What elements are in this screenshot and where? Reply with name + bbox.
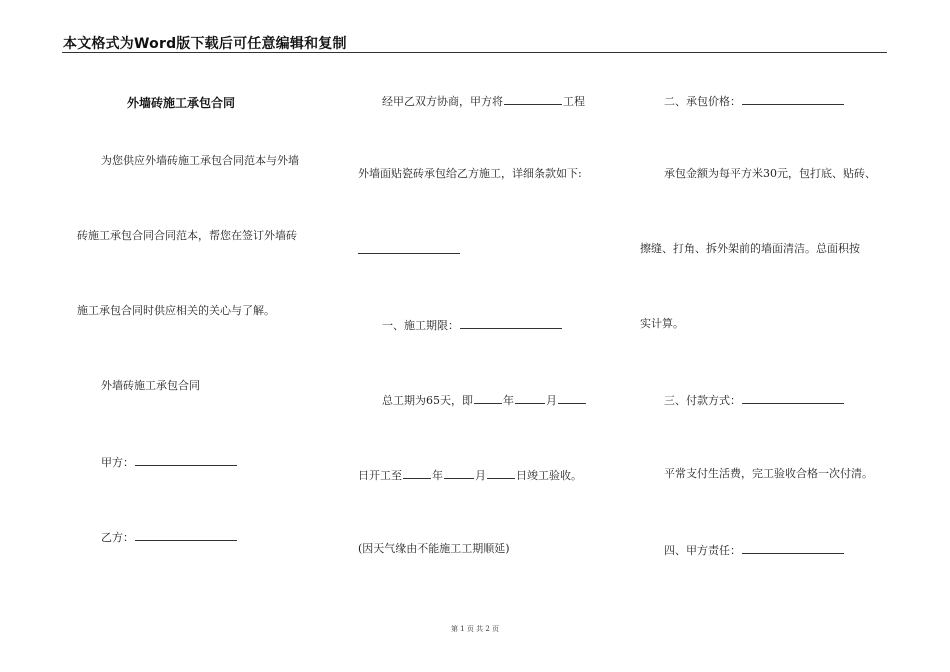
- party-a-field: [101, 454, 238, 470]
- end-day-label: 日竣工验收。: [516, 469, 582, 482]
- section-3-label: 三、付款方式：: [664, 394, 741, 407]
- section-2-label: 二、承包价格：: [664, 95, 741, 108]
- clause-intro-line-2: 外墙面贴瓷砖承包给乙方施工，详细条款如下:: [358, 167, 582, 180]
- project-suffix: 工程: [563, 95, 585, 108]
- clause-intro-blank: [358, 253, 460, 254]
- duration-day-blank: [558, 392, 586, 404]
- duration-year-blank: [474, 392, 502, 404]
- price-line-1: 承包金额为每平方米30元，包打底、贴砖、: [664, 167, 876, 180]
- start-day-label: 日开工至: [358, 469, 402, 482]
- clause-intro-line-1: [382, 93, 585, 109]
- section-4-label: 四、甲方责任：: [664, 544, 741, 557]
- section-1-blank: [460, 317, 562, 329]
- header-divider: [62, 52, 887, 53]
- intro-line-1: 为您供应外墙砖施工承包合同范本与外墙: [101, 154, 299, 167]
- party-b-label: 乙方：: [101, 531, 134, 544]
- payment-terms: 平常支付生活费，完工验收合格一次付清。: [664, 467, 873, 480]
- page-number: 第 1 页 共 2 页: [450, 625, 500, 633]
- completion-line: [358, 467, 582, 483]
- duration-month-label: 月: [546, 394, 557, 407]
- end-month-blank: [444, 467, 474, 479]
- section-1-label: 一、施工期限：: [382, 319, 459, 332]
- project-name-blank: [504, 93, 562, 105]
- duration-year-label: 年: [503, 394, 514, 407]
- section-2-heading: [664, 93, 845, 109]
- section-3-heading: [664, 392, 845, 408]
- end-month-label: 月: [475, 469, 486, 482]
- document-header: 本文格式为Word版下载后可任意编辑和复制: [63, 36, 347, 52]
- party-a-label: 甲方：: [101, 456, 134, 469]
- duration-month-blank: [515, 392, 545, 404]
- delay-note: (因天气缘由不能施工工期顺延): [358, 542, 510, 555]
- intro-line-3: 施工承包合同时供应相关的关心与了解。: [77, 304, 275, 317]
- end-year-label: 年: [432, 469, 443, 482]
- end-day-blank: [487, 467, 515, 479]
- party-b-blank: [135, 529, 237, 541]
- end-year-blank: [403, 467, 431, 479]
- clause-intro-text: 经甲乙双方协商，甲方将: [382, 95, 503, 108]
- contract-subtitle: 外墙砖施工承包合同: [101, 379, 200, 392]
- price-line-2: 擦缝、打角、拆外架前的墙面清洁。总面积按: [640, 242, 860, 255]
- intro-line-2: 砖施工承包合同合同范本，帮您在签订外墙砖: [77, 229, 297, 242]
- party-a-blank: [135, 454, 237, 466]
- price-line-3: 实计算。: [640, 317, 684, 330]
- section-3-blank: [742, 392, 844, 404]
- document-title: 外墙砖施工承包合同: [127, 96, 236, 110]
- party-b-field: [101, 529, 238, 545]
- section-2-blank: [742, 93, 844, 105]
- duration-text: 总工期为65天，即: [382, 394, 473, 407]
- section-4-blank: [742, 542, 844, 554]
- section-4-heading: [664, 542, 845, 558]
- section-1-heading: [382, 317, 563, 333]
- duration-line: [382, 392, 587, 408]
